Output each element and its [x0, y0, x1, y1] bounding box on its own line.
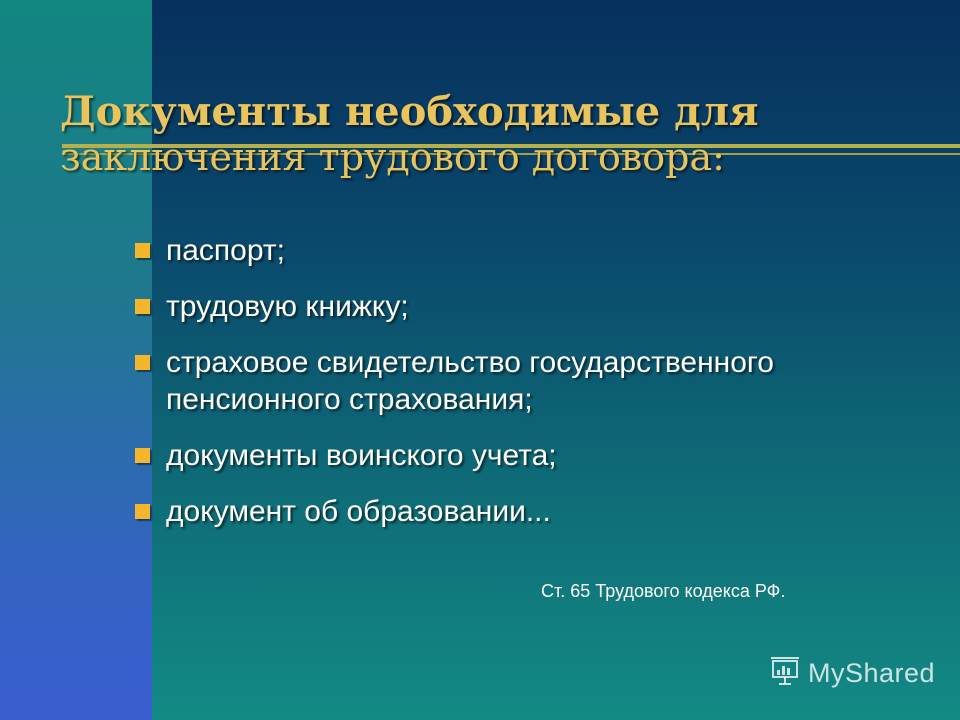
slide-title — [60, 88, 940, 179]
document-list — [135, 232, 875, 549]
list-item-text: трудовую книжку; — [166, 290, 409, 323]
square-bullet-icon — [135, 243, 150, 258]
list-item-text: паспорт; — [166, 234, 285, 267]
list-item-text: страховое свидетельство государственного пенсионного страхования; — [166, 346, 774, 416]
title-line-2: заключения трудового договора: — [60, 135, 725, 179]
title-line-1: Документы необходимые для — [60, 88, 759, 135]
list-item — [135, 493, 875, 530]
list-item-text: документ об образовании... — [166, 495, 551, 528]
list-item — [135, 288, 875, 325]
square-bullet-icon — [135, 448, 150, 463]
square-bullet-icon — [135, 504, 150, 519]
list-item — [135, 344, 875, 418]
list-item-text: документы воинского учета; — [166, 439, 557, 472]
square-bullet-icon — [135, 299, 150, 314]
watermark — [768, 655, 935, 691]
list-item — [135, 232, 875, 269]
watermark-text: MyShared — [808, 657, 936, 688]
list-item — [135, 437, 875, 474]
square-bullet-icon — [135, 355, 150, 370]
projector-screen-icon — [768, 655, 802, 692]
source-citation: Ст. 65 Трудового кодекса РФ. — [541, 581, 786, 601]
